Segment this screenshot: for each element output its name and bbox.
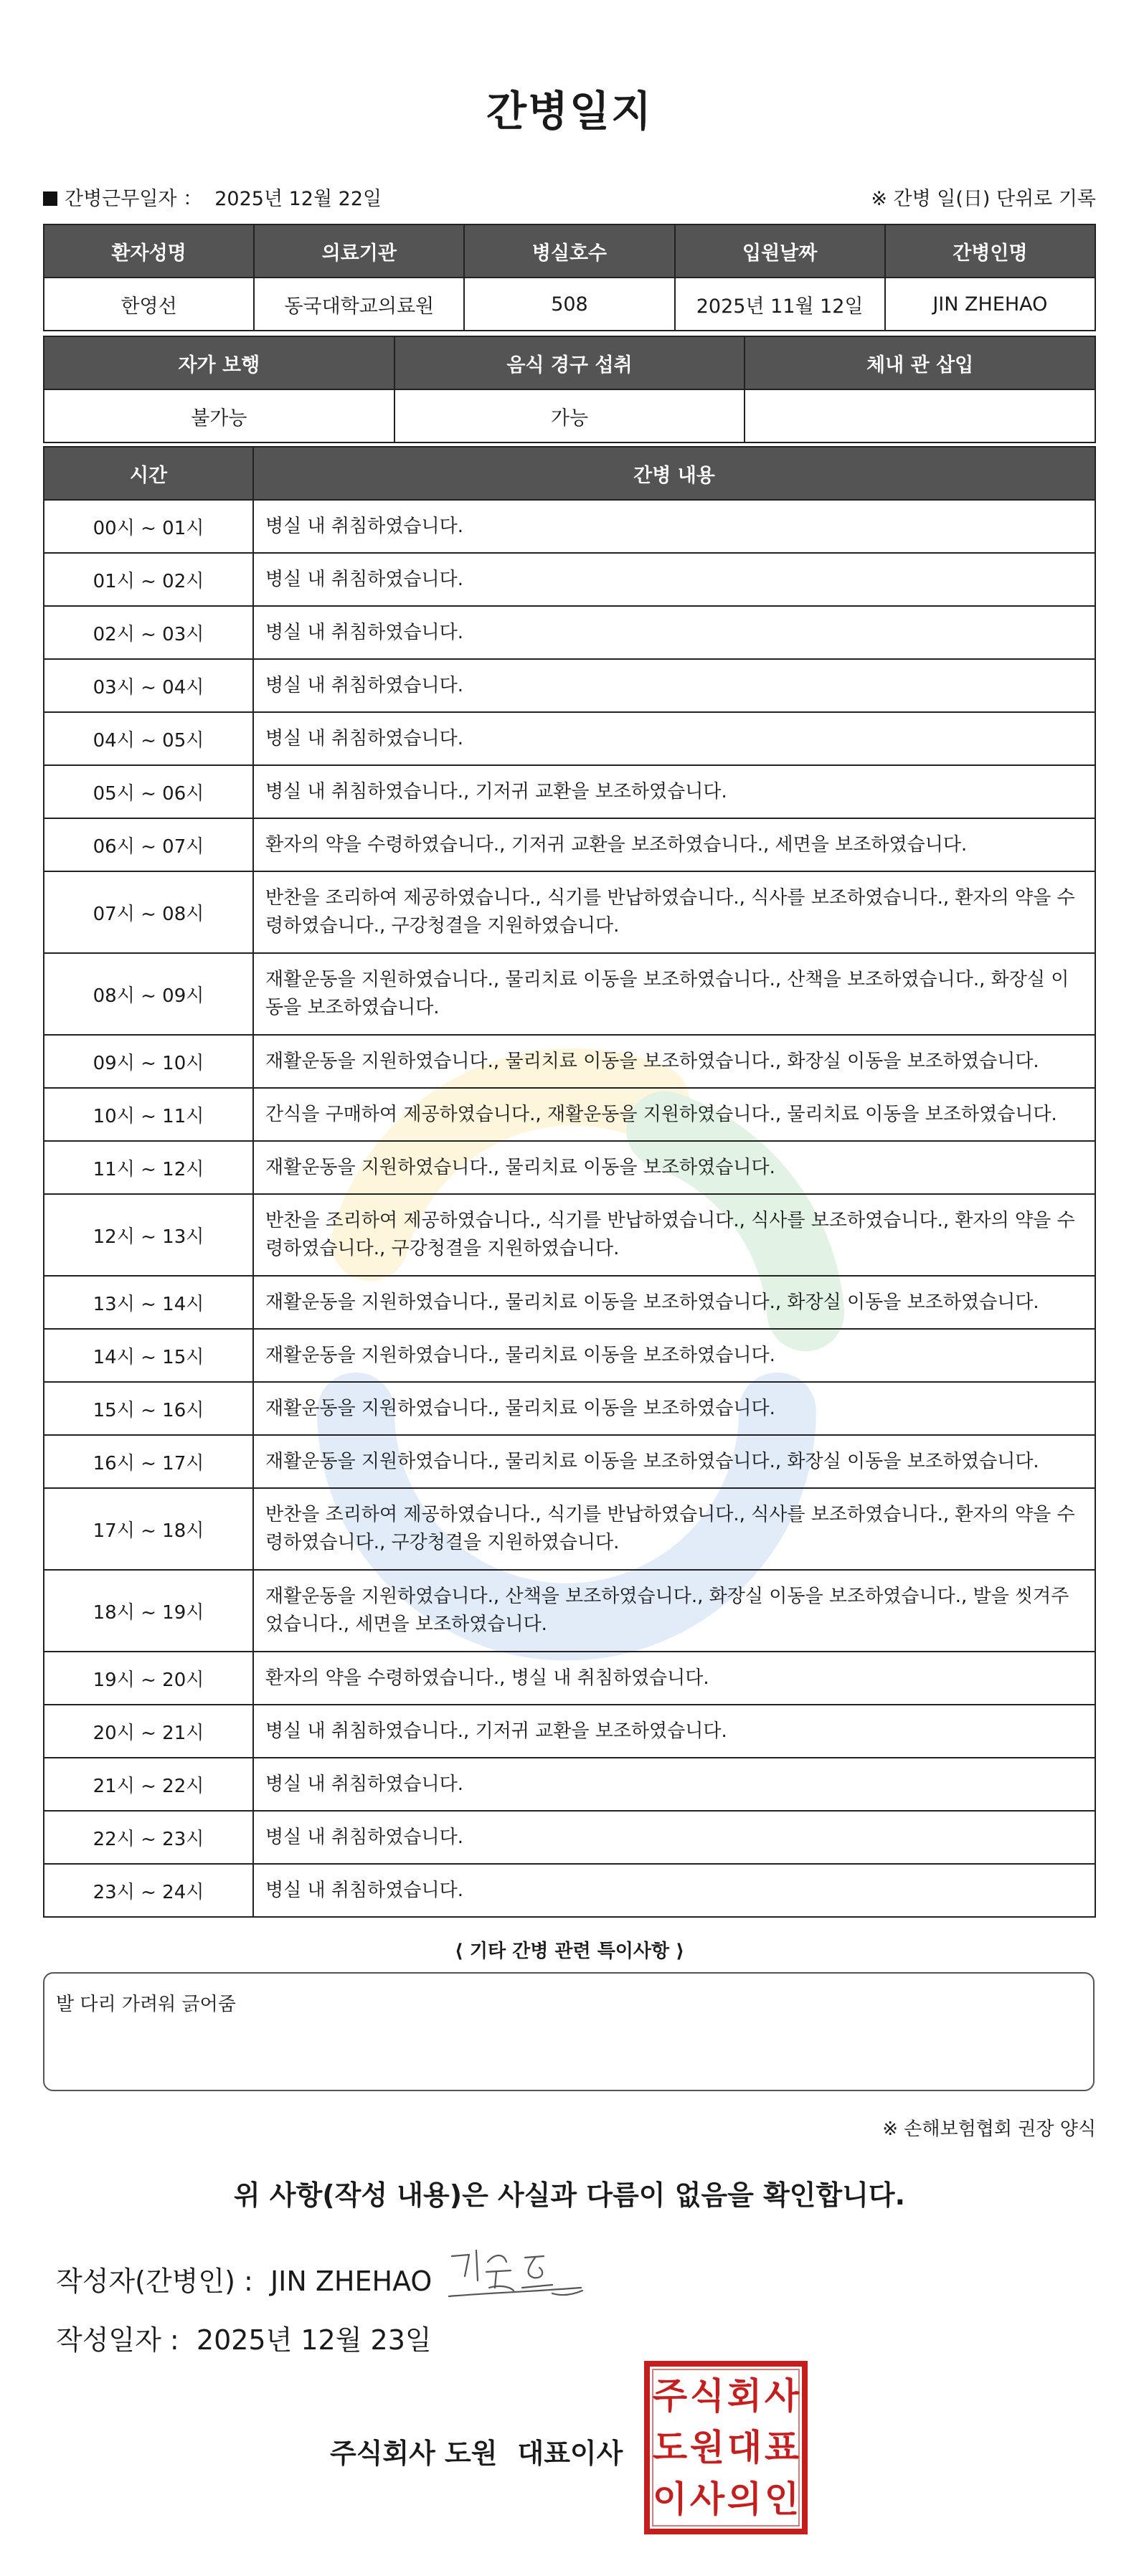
work-date [43, 183, 382, 211]
table-row [44, 1570, 1095, 1652]
row-content: 간식을 구매하여 제공하였습니다., 재활운동을 지원하였습니다., 물리치료 이동을 보조하였습니다. [253, 1088, 1095, 1141]
table-row [44, 553, 1095, 606]
row-content: 병실 내 취침하였습니다. [253, 553, 1095, 606]
header-time: 시간 [44, 447, 253, 500]
row-content: 병실 내 취침하였습니다. [253, 1864, 1095, 1917]
row-time: 04시 ~ 05시 [44, 712, 253, 765]
row-content: 병실 내 취침하였습니다. [253, 659, 1095, 712]
table-row [44, 1652, 1095, 1705]
table-row [44, 659, 1095, 712]
table-row [44, 1382, 1095, 1435]
notes-heading: ⟨ 기타 간병 관련 특이사항 ⟩ [454, 1941, 685, 1962]
row-time: 23시 ~ 24시 [44, 1864, 253, 1917]
work-date-value: 2025년 12월 22일 [214, 188, 382, 210]
header-care-content: 간병 내용 [253, 447, 1095, 500]
header-self-walking: 자가 보행 [44, 336, 394, 389]
seal-character: 대 [727, 2427, 762, 2468]
caregiver-name: JIN ZHEHAO [885, 278, 1095, 331]
company-name: 주식회사 도원 [330, 2438, 498, 2469]
row-content: 재활운동을 지원하였습니다., 물리치료 이동을 보조하였습니다. [253, 1141, 1095, 1194]
representative-title: 대표이사 [517, 2438, 623, 2469]
row-time: 07시 ~ 08시 [44, 871, 253, 953]
header-oral-intake: 음식 경구 섭취 [394, 336, 745, 389]
row-time: 01시 ~ 02시 [44, 553, 253, 606]
row-content: 재활운동을 지원하였습니다., 산책을 보조하였습니다., 화장실 이동을 보조하였습니다., 발을 씻겨주었습니다., 세면을 보조하였습니다. [253, 1570, 1095, 1652]
row-content: 병실 내 취침하였습니다. [253, 1758, 1095, 1811]
care-log-rows [44, 500, 1095, 1917]
row-time: 10시 ~ 11시 [44, 1088, 253, 1141]
row-content: 재활운동을 지원하였습니다., 물리치료 이동을 보조하였습니다. [253, 1382, 1095, 1435]
seal-character: 의 [727, 2478, 762, 2520]
writer-name: JIN ZHEHAO [270, 2265, 433, 2297]
row-content: 병실 내 취침하였습니다. [253, 606, 1095, 659]
care-log-table [43, 446, 1096, 1918]
row-time: 20시 ~ 21시 [44, 1705, 253, 1758]
writer-label: 작성자(간병인) : [56, 2265, 253, 2297]
table-row [44, 953, 1095, 1035]
table-row [44, 765, 1095, 818]
table-row [44, 1276, 1095, 1329]
header-patient-name: 환자성명 [44, 224, 254, 278]
table-row [44, 1864, 1095, 1917]
tube-insertion-value [745, 389, 1095, 442]
company-seal-stamp [644, 2361, 808, 2534]
row-time: 12시 ~ 13시 [44, 1194, 253, 1276]
row-content: 반찬을 조리하여 제공하였습니다., 식기를 반납하였습니다., 식사를 보조하였습니다., 환자의 약을 수령하였습니다., 구강청결을 지원하였습니다. [253, 1488, 1095, 1570]
row-time: 02시 ~ 03시 [44, 606, 253, 659]
seal-character: 이 [652, 2478, 688, 2520]
table-row [44, 1035, 1095, 1088]
row-time: 15시 ~ 16시 [44, 1382, 253, 1435]
table-row [44, 500, 1095, 553]
row-content: 환자의 약을 수령하였습니다., 병실 내 취침하였습니다. [253, 1652, 1095, 1705]
room-number: 508 [464, 278, 674, 331]
row-time: 19시 ~ 20시 [44, 1652, 253, 1705]
table-row [44, 1488, 1095, 1570]
confirmation-statement: 위 사항(작성 내용)은 사실과 다름이 없음을 확인합니다. [233, 2179, 906, 2211]
header-tube-insertion: 체내 관 삽입 [745, 336, 1095, 389]
page-title: 간병일지 [486, 87, 653, 136]
table-row [44, 712, 1095, 765]
table-row [44, 871, 1095, 953]
table-row [44, 1088, 1095, 1141]
hospital-name: 동국대학교의료원 [254, 278, 464, 331]
table-row [44, 1194, 1095, 1276]
row-content: 병실 내 취침하였습니다. [253, 1811, 1095, 1864]
row-time: 21시 ~ 22시 [44, 1758, 253, 1811]
handwritten-signature [445, 2243, 588, 2308]
header-caregiver-name: 간병인명 [885, 224, 1095, 278]
row-content: 재활운동을 지원하였습니다., 물리치료 이동을 보조하였습니다. [253, 1329, 1095, 1382]
patient-info-table [43, 224, 1096, 331]
row-time: 09시 ~ 10시 [44, 1035, 253, 1088]
notes-text: 발 다리 가려워 긁어줌 [56, 1994, 236, 2015]
table-row [44, 1811, 1095, 1864]
row-time: 18시 ~ 19시 [44, 1570, 253, 1652]
seal-character: 회 [727, 2375, 762, 2417]
row-content: 병실 내 취침하였습니다., 기저귀 교환을 보조하였습니다. [253, 1705, 1095, 1758]
row-content: 반찬을 조리하여 제공하였습니다., 식기를 반납하였습니다., 식사를 보조하였습니다., 환자의 약을 수령하였습니다., 구강청결을 지원하였습니다. [253, 871, 1095, 953]
row-content: 병실 내 취침하였습니다., 기저귀 교환을 보조하였습니다. [253, 765, 1095, 818]
written-date-value: 2025년 12월 23일 [196, 2324, 432, 2356]
work-date-label: 간병근무일자 ： [65, 188, 203, 210]
table-row [44, 1705, 1095, 1758]
seal-character: 식 [689, 2375, 725, 2417]
written-date-label: 작성일자 : [56, 2324, 179, 2356]
company-line [330, 2431, 643, 2471]
row-content: 재활운동을 지원하였습니다., 물리치료 이동을 보조하였습니다., 산책을 보조하였습니다., 화장실 이동을 보조하였습니다. [253, 953, 1095, 1035]
self-walking-value: 불가능 [44, 389, 394, 442]
notes-box [43, 1972, 1095, 2091]
row-content: 재활운동을 지원하였습니다., 물리치료 이동을 보조하였습니다., 화장실 이동을 보조하였습니다. [253, 1276, 1095, 1329]
row-time: 03시 ~ 04시 [44, 659, 253, 712]
table-row [44, 1758, 1095, 1811]
row-content: 재활운동을 지원하였습니다., 물리치료 이동을 보조하였습니다., 화장실 이동을 보조하였습니다. [253, 1435, 1095, 1488]
seal-character: 도 [652, 2427, 688, 2468]
row-content: 재활운동을 지원하였습니다., 물리치료 이동을 보조하였습니다., 화장실 이동을 보조하였습니다. [253, 1035, 1095, 1088]
row-time: 16시 ~ 17시 [44, 1435, 253, 1488]
oral-intake-value: 가능 [394, 389, 745, 442]
recommendation-note: ※ 손해보험협회 권장 양식 [882, 2118, 1096, 2140]
table-row [44, 1141, 1095, 1194]
recording-note: ※ 간병 일(日) 단위로 기록 [871, 188, 1096, 210]
header-admission-date: 입원날짜 [675, 224, 885, 278]
seal-character: 사 [689, 2478, 725, 2520]
seal-character: 표 [764, 2427, 800, 2468]
row-content: 환자의 약을 수령하였습니다., 기저귀 교환을 보조하였습니다., 세면을 보조하였습니다. [253, 818, 1095, 871]
written-date-line [56, 2318, 432, 2357]
header-hospital: 의료기관 [254, 224, 464, 278]
row-content: 반찬을 조리하여 제공하였습니다., 식기를 반납하였습니다., 식사를 보조하였습니다., 환자의 약을 수령하였습니다., 구강청결을 지원하였습니다. [253, 1194, 1095, 1276]
patient-status-table [43, 336, 1096, 443]
square-bullet-icon [43, 191, 57, 206]
seal-character: 원 [689, 2427, 725, 2468]
patient-name: 한영선 [44, 278, 254, 331]
row-time: 05시 ~ 06시 [44, 765, 253, 818]
row-time: 06시 ~ 07시 [44, 818, 253, 871]
table-row [44, 1435, 1095, 1488]
row-time: 11시 ~ 12시 [44, 1141, 253, 1194]
row-time: 13시 ~ 14시 [44, 1276, 253, 1329]
row-content: 병실 내 취침하였습니다. [253, 500, 1095, 553]
seal-character: 주 [652, 2375, 688, 2417]
table-row [44, 1329, 1095, 1382]
header-room-number: 병실호수 [464, 224, 674, 278]
seal-character: 인 [764, 2478, 800, 2520]
row-content: 병실 내 취침하였습니다. [253, 712, 1095, 765]
seal-character: 사 [764, 2375, 800, 2417]
table-row [44, 818, 1095, 871]
row-time: 17시 ~ 18시 [44, 1488, 253, 1570]
admission-date: 2025년 11월 12일 [675, 278, 885, 331]
row-time: 14시 ~ 15시 [44, 1329, 253, 1382]
row-time: 08시 ~ 09시 [44, 953, 253, 1035]
row-time: 22시 ~ 23시 [44, 1811, 253, 1864]
row-time: 00시 ~ 01시 [44, 500, 253, 553]
writer-line [56, 2259, 432, 2298]
table-row [44, 606, 1095, 659]
